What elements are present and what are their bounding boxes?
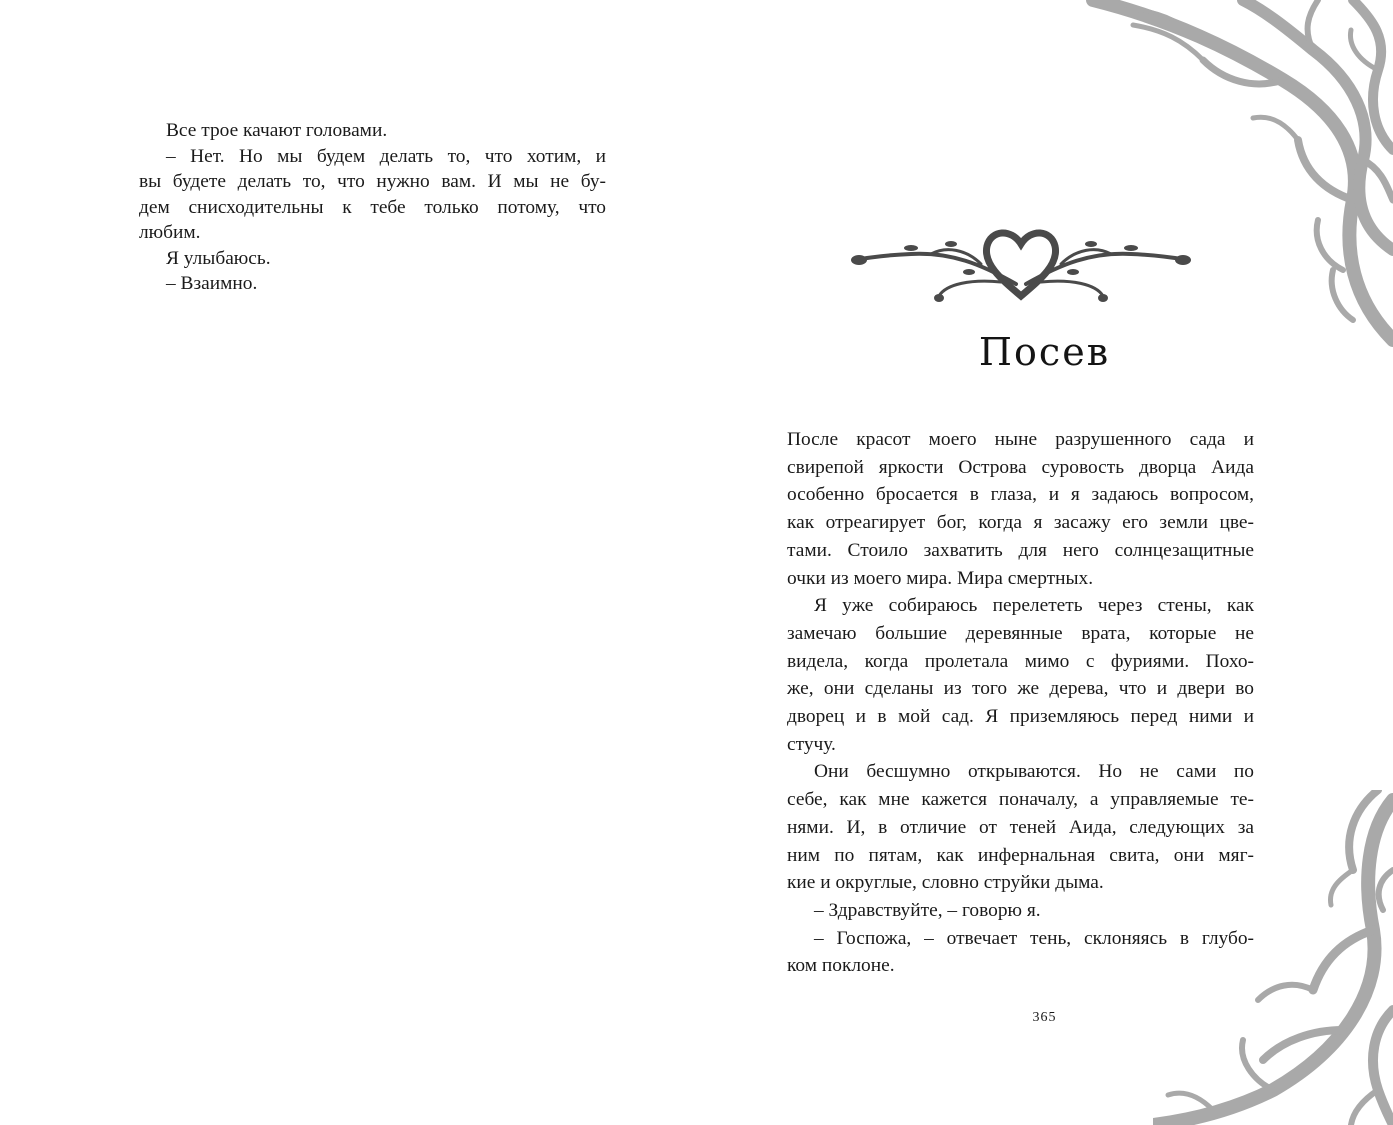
text-line: Все трое качают головами. xyxy=(166,120,388,141)
text-line: вы будете делать то, что нужно вам. И мы не бу- xyxy=(139,171,606,192)
tree-branches-bottom-icon xyxy=(1153,790,1393,1125)
text-line: же, они сделаны из того же дерева, что и двери во xyxy=(787,678,1254,700)
text-line: особенно бросается в глаза, и я задаюсь вопросом, xyxy=(787,484,1254,506)
left-page xyxy=(0,0,696,1125)
text-line: стучу. xyxy=(787,733,836,755)
text-line: дем снисходительны к тебе только потому, что xyxy=(139,196,606,218)
text-line: очки из моего мира. Мира смертных. xyxy=(787,567,1094,589)
text-line: Я улыбаюсь. xyxy=(166,247,271,269)
text-line: После красот моего ныне разрушенного сада и xyxy=(787,429,1254,450)
chapter-title: Посев xyxy=(978,330,1111,374)
heart-vine-ornament-icon xyxy=(851,224,1191,304)
text-line: – Взаимно. xyxy=(166,273,258,294)
text-line: свирепой яркости Острова суровость дворца Аида xyxy=(787,456,1254,478)
text-line: – Госпожа, – отвечает тень, склоняясь в глубо- xyxy=(814,927,1254,949)
text-line: как отреагирует бог, когда я засажу его земли цве- xyxy=(787,512,1254,534)
text-line: кие и округлые, словно струйки дыма. xyxy=(787,872,1104,894)
page-number: 365 xyxy=(1032,1010,1057,1025)
text-line: – Здравствуйте, – говорю я. xyxy=(814,899,1041,921)
text-line: любим. xyxy=(139,222,201,243)
left-page-text xyxy=(139,118,606,297)
right-page xyxy=(696,0,1393,1125)
text-line: замечаю большие деревянные врата, которые не xyxy=(787,622,1254,644)
text-line: дворец и в мой сад. Я приземляюсь перед ними и xyxy=(787,706,1254,728)
text-line: себе, как мне кажется поначалу, а управляемые те- xyxy=(787,789,1254,811)
text-line: видела, когда пролетала мимо с фуриями. Похо- xyxy=(787,650,1254,672)
text-line: – Нет. Но мы будем делать то, что хотим, и xyxy=(166,145,606,167)
text-line: тами. Стоило захватить для него солнцезащитные xyxy=(787,539,1254,561)
text-line: Они бесшумно открываются. Но не сами по xyxy=(814,761,1254,783)
text-line: Я уже собираюсь перелететь через стены, как xyxy=(814,595,1254,617)
text-line: нями. И, в отличие от теней Аида, следующих за xyxy=(787,816,1254,838)
text-line: ним по пятам, как инфернальная свита, они мяг- xyxy=(787,844,1254,866)
text-line: ком поклоне. xyxy=(787,955,895,977)
